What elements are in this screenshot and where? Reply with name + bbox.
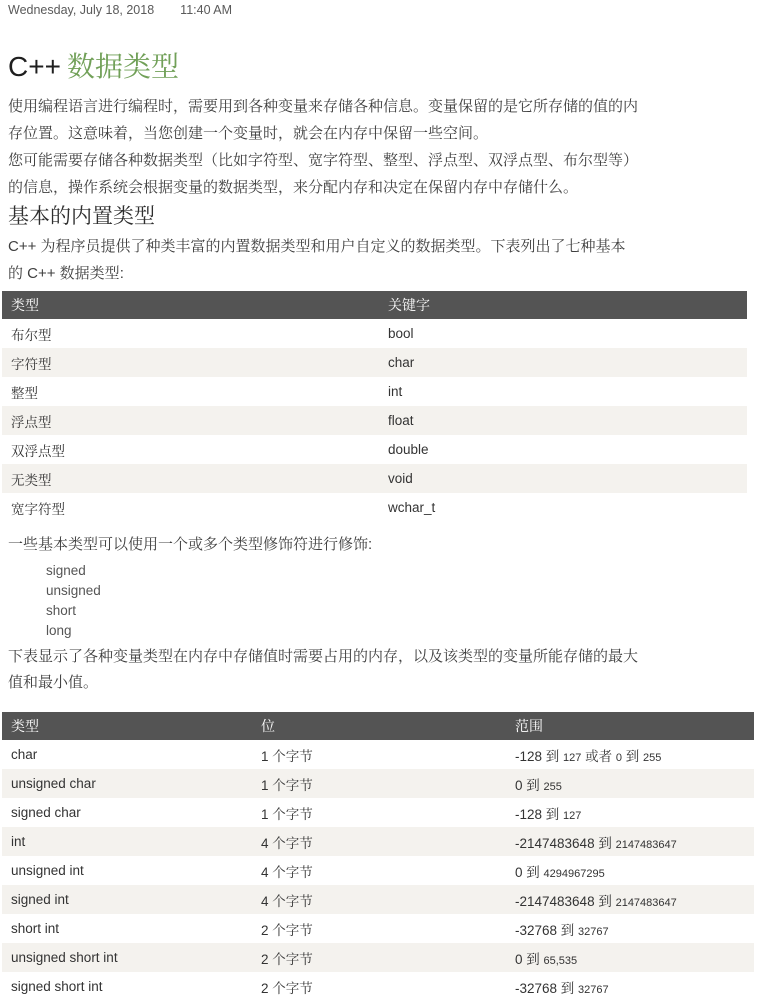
page-title-cpp: C++ [8, 51, 61, 82]
table-cell: 2 个字节 [252, 972, 506, 1001]
column-header: 位 [252, 712, 506, 740]
table-cell: -128 到 127 [506, 798, 754, 827]
table-cell: 布尔型 [2, 319, 379, 348]
table-row [2, 406, 747, 435]
table-cell: 1 个字节 [252, 798, 506, 827]
table-cell: 双浮点型 [2, 435, 379, 464]
modifiers-intro: 一些基本类型可以使用一个或多个类型修饰符进行修饰: [8, 536, 373, 553]
table-row [2, 435, 747, 464]
table-cell: signed int [2, 885, 252, 914]
table-cell: 4 个字节 [252, 856, 506, 885]
intro-paragraph-2: 您可能需要存储各种数据类型（比如字符型、宽字符型、整型、浮点型、双浮点型、布尔型等）的信息，操作系统会根据变量的数据类型，来分配内存和决定在保留内存中存储什么。 [8, 152, 639, 196]
table-cell: 宽字符型 [2, 493, 379, 522]
column-header: 类型 [2, 712, 252, 740]
table-cell: unsigned char [2, 769, 252, 798]
table-cell: int [2, 827, 252, 856]
modifier-list [46, 561, 768, 641]
table-cell: -32768 到 32767 [506, 972, 754, 1001]
table-row [2, 377, 747, 406]
table-cell: 2 个字节 [252, 943, 506, 972]
basic-types-table [2, 291, 747, 522]
table-header-row [2, 291, 747, 319]
table-row [2, 827, 754, 856]
table-cell: int [379, 377, 747, 406]
table-cell: 整型 [2, 377, 379, 406]
page-meta [8, 3, 768, 18]
page-date: Wednesday, July 18, 2018 [8, 3, 155, 17]
table-cell: 2 个字节 [252, 914, 506, 943]
table-row [2, 319, 747, 348]
table-row [2, 943, 754, 972]
table-row [2, 798, 754, 827]
table-cell: bool [379, 319, 747, 348]
table-cell: signed short int [2, 972, 252, 1001]
table-cell: 浮点型 [2, 406, 379, 435]
table-cell: 0 到 255 [506, 769, 754, 798]
range-table-intro: 下表显示了各种变量类型在内存中存储值时需要占用的内存，以及该类型的变量所能存储的最大值和最小值。 [8, 648, 639, 691]
table-cell: -2147483648 到 2147483647 [506, 885, 754, 914]
table-cell: 1 个字节 [252, 740, 506, 769]
table-cell: 0 到 4294967295 [506, 856, 754, 885]
table-row [2, 493, 747, 522]
table-cell: 字符型 [2, 348, 379, 377]
table-cell: wchar_t [379, 493, 747, 522]
table-row [2, 914, 754, 943]
table-cell: float [379, 406, 747, 435]
column-header: 类型 [2, 291, 379, 319]
table-row [2, 972, 754, 1001]
table-cell: -128 到 127 或者 0 到 255 [506, 740, 754, 769]
modifier-item: unsigned [46, 583, 101, 598]
page-title [8, 50, 768, 83]
table-row [2, 348, 747, 377]
table-cell: unsigned int [2, 856, 252, 885]
column-header: 关键字 [379, 291, 747, 319]
table-row [2, 740, 754, 769]
table-cell: short int [2, 914, 252, 943]
table-row [2, 885, 754, 914]
table-cell: -2147483648 到 2147483647 [506, 827, 754, 856]
page-time: 11:40 AM [180, 3, 233, 17]
table-cell: 4 个字节 [252, 885, 506, 914]
table-cell: unsigned short int [2, 943, 252, 972]
type-range-table [2, 712, 754, 1001]
table-row [2, 769, 754, 798]
table-header-row [2, 712, 754, 740]
section-heading: 基本的内置类型 [8, 205, 155, 228]
modifier-item: signed [46, 563, 86, 578]
modifier-item: short [46, 603, 77, 618]
table-cell: char [2, 740, 252, 769]
modifier-item: long [46, 623, 72, 638]
column-header: 范围 [506, 712, 754, 740]
table-cell: double [379, 435, 747, 464]
page-title-topic: 数据类型 [66, 51, 179, 82]
table-row [2, 464, 747, 493]
table-cell: 1 个字节 [252, 769, 506, 798]
table-cell: -32768 到 32767 [506, 914, 754, 943]
table-cell: signed char [2, 798, 252, 827]
table-cell: 4 个字节 [252, 827, 506, 856]
section-intro: C++ 为程序员提供了种类丰富的内置数据类型和用户自定义的数据类型。下表列出了七种基本的 C++ 数据类型: [8, 238, 626, 282]
table-row [2, 856, 754, 885]
intro-paragraph-1: 使用编程语言进行编程时，需要用到各种变量来存储各种信息。变量保留的是它所存储的值的内存位置。这意味着，当您创建一个变量时，就会在内存中保留一些空间。 [8, 98, 639, 142]
table-cell: char [379, 348, 747, 377]
table-cell: 无类型 [2, 464, 379, 493]
table-cell: 0 到 65,535 [506, 943, 754, 972]
table-cell: void [379, 464, 747, 493]
